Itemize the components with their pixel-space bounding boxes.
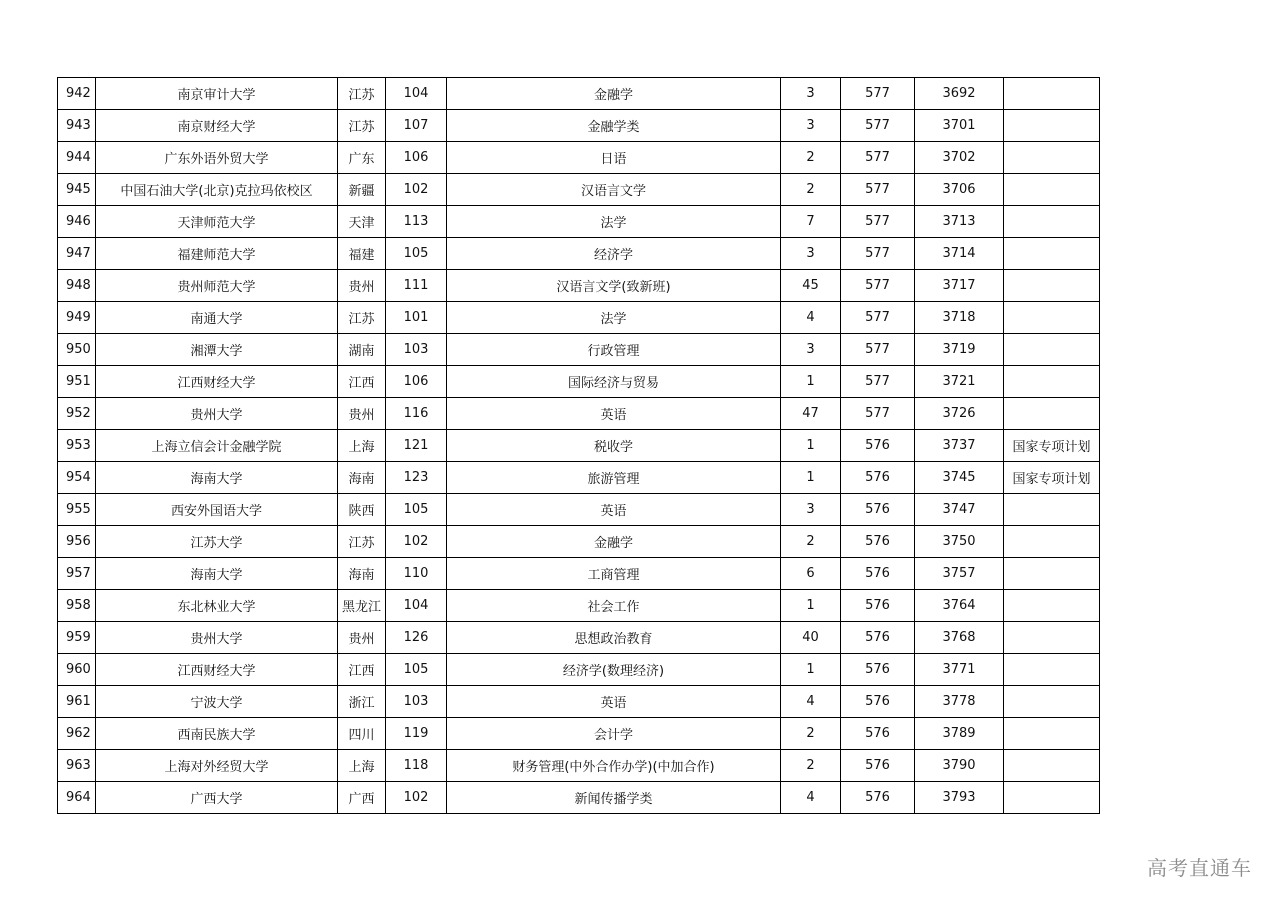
province-cell: 江苏 [338, 78, 386, 110]
table-row [58, 238, 1100, 270]
rank-cell: 3793 [915, 782, 1004, 814]
province-cell: 贵州 [338, 270, 386, 302]
row-index-cell: 946 [58, 206, 96, 238]
rank-cell: 3768 [915, 622, 1004, 654]
note-cell [1004, 174, 1100, 206]
major-cell: 国际经济与贸易 [447, 366, 781, 398]
table-row [58, 558, 1100, 590]
note-cell [1004, 302, 1100, 334]
school-cell: 南京财经大学 [96, 110, 338, 142]
table-row [58, 782, 1100, 814]
score-cell: 576 [841, 718, 915, 750]
province-cell: 浙江 [338, 686, 386, 718]
rank-cell: 3764 [915, 590, 1004, 622]
plan-count-cell: 2 [781, 718, 841, 750]
table-row [58, 270, 1100, 302]
row-index-cell: 954 [58, 462, 96, 494]
major-cell: 新闻传播学类 [447, 782, 781, 814]
province-cell: 贵州 [338, 622, 386, 654]
table-row [58, 110, 1100, 142]
school-cell: 天津师范大学 [96, 206, 338, 238]
note-cell [1004, 206, 1100, 238]
school-cell: 宁波大学 [96, 686, 338, 718]
row-index-cell: 957 [58, 558, 96, 590]
plan-count-cell: 2 [781, 174, 841, 206]
score-cell: 577 [841, 366, 915, 398]
table-row [58, 334, 1100, 366]
school-cell: 福建师范大学 [96, 238, 338, 270]
major-cell: 英语 [447, 686, 781, 718]
school-cell: 江苏大学 [96, 526, 338, 558]
score-cell: 576 [841, 430, 915, 462]
table-row [58, 654, 1100, 686]
plan-count-cell: 3 [781, 110, 841, 142]
province-cell: 广东 [338, 142, 386, 174]
note-cell [1004, 558, 1100, 590]
code-cell: 105 [386, 654, 447, 686]
rank-cell: 3757 [915, 558, 1004, 590]
table-row [58, 430, 1100, 462]
code-cell: 104 [386, 590, 447, 622]
school-cell: 南通大学 [96, 302, 338, 334]
major-cell: 思想政治教育 [447, 622, 781, 654]
code-cell: 103 [386, 334, 447, 366]
score-cell: 576 [841, 526, 915, 558]
rank-cell: 3706 [915, 174, 1004, 206]
rank-cell: 3790 [915, 750, 1004, 782]
score-cell: 577 [841, 334, 915, 366]
note-cell [1004, 238, 1100, 270]
note-cell [1004, 398, 1100, 430]
rank-cell: 3737 [915, 430, 1004, 462]
school-cell: 海南大学 [96, 558, 338, 590]
rank-cell: 3717 [915, 270, 1004, 302]
rank-cell: 3726 [915, 398, 1004, 430]
note-cell [1004, 78, 1100, 110]
score-cell: 576 [841, 654, 915, 686]
plan-count-cell: 4 [781, 302, 841, 334]
major-cell: 税收学 [447, 430, 781, 462]
row-index-cell: 950 [58, 334, 96, 366]
row-index-cell: 947 [58, 238, 96, 270]
school-cell: 上海对外经贸大学 [96, 750, 338, 782]
table-row [58, 302, 1100, 334]
school-cell: 海南大学 [96, 462, 338, 494]
row-index-cell: 961 [58, 686, 96, 718]
table-row [58, 590, 1100, 622]
code-cell: 110 [386, 558, 447, 590]
major-cell: 经济学(数理经济) [447, 654, 781, 686]
note-cell [1004, 590, 1100, 622]
table-row [58, 174, 1100, 206]
province-cell: 福建 [338, 238, 386, 270]
major-cell: 英语 [447, 494, 781, 526]
table-row [58, 686, 1100, 718]
table-row [58, 78, 1100, 110]
plan-count-cell: 3 [781, 238, 841, 270]
note-cell [1004, 654, 1100, 686]
row-index-cell: 960 [58, 654, 96, 686]
code-cell: 105 [386, 238, 447, 270]
score-cell: 576 [841, 494, 915, 526]
score-cell: 577 [841, 78, 915, 110]
province-cell: 新疆 [338, 174, 386, 206]
plan-count-cell: 1 [781, 590, 841, 622]
plan-count-cell: 40 [781, 622, 841, 654]
score-cell: 576 [841, 782, 915, 814]
school-cell: 西南民族大学 [96, 718, 338, 750]
plan-count-cell: 4 [781, 686, 841, 718]
major-cell: 金融学 [447, 526, 781, 558]
rank-cell: 3745 [915, 462, 1004, 494]
plan-count-cell: 3 [781, 494, 841, 526]
code-cell: 119 [386, 718, 447, 750]
score-cell: 577 [841, 110, 915, 142]
code-cell: 107 [386, 110, 447, 142]
school-cell: 贵州师范大学 [96, 270, 338, 302]
school-cell: 中国石油大学(北京)克拉玛依校区 [96, 174, 338, 206]
table-row [58, 142, 1100, 174]
table-row [58, 206, 1100, 238]
score-cell: 576 [841, 686, 915, 718]
province-cell: 贵州 [338, 398, 386, 430]
row-index-cell: 963 [58, 750, 96, 782]
plan-count-cell: 47 [781, 398, 841, 430]
major-cell: 法学 [447, 302, 781, 334]
note-cell [1004, 110, 1100, 142]
score-cell: 576 [841, 462, 915, 494]
watermark-logo-text: 高考直通车 [1147, 856, 1252, 880]
table-row [58, 526, 1100, 558]
note-cell [1004, 622, 1100, 654]
table-row [58, 398, 1100, 430]
code-cell: 118 [386, 750, 447, 782]
row-index-cell: 942 [58, 78, 96, 110]
score-cell: 577 [841, 398, 915, 430]
code-cell: 103 [386, 686, 447, 718]
code-cell: 116 [386, 398, 447, 430]
rank-cell: 3713 [915, 206, 1004, 238]
score-cell: 576 [841, 750, 915, 782]
plan-count-cell: 7 [781, 206, 841, 238]
code-cell: 123 [386, 462, 447, 494]
row-index-cell: 951 [58, 366, 96, 398]
table-row [58, 750, 1100, 782]
note-cell: 国家专项计划 [1004, 462, 1100, 494]
rank-cell: 3718 [915, 302, 1004, 334]
rank-cell: 3692 [915, 78, 1004, 110]
province-cell: 上海 [338, 750, 386, 782]
score-cell: 576 [841, 590, 915, 622]
plan-count-cell: 4 [781, 782, 841, 814]
major-cell: 金融学 [447, 78, 781, 110]
code-cell: 126 [386, 622, 447, 654]
note-cell [1004, 270, 1100, 302]
major-cell: 行政管理 [447, 334, 781, 366]
row-index-cell: 944 [58, 142, 96, 174]
province-cell: 江苏 [338, 526, 386, 558]
major-cell: 会计学 [447, 718, 781, 750]
table-row [58, 622, 1100, 654]
province-cell: 湖南 [338, 334, 386, 366]
code-cell: 121 [386, 430, 447, 462]
rank-cell: 3750 [915, 526, 1004, 558]
score-cell: 577 [841, 174, 915, 206]
rank-cell: 3771 [915, 654, 1004, 686]
row-index-cell: 959 [58, 622, 96, 654]
major-cell: 旅游管理 [447, 462, 781, 494]
row-index-cell: 952 [58, 398, 96, 430]
rank-cell: 3721 [915, 366, 1004, 398]
note-cell [1004, 526, 1100, 558]
province-cell: 四川 [338, 718, 386, 750]
score-cell: 577 [841, 302, 915, 334]
major-cell: 日语 [447, 142, 781, 174]
province-cell: 黑龙江 [338, 590, 386, 622]
school-cell: 贵州大学 [96, 398, 338, 430]
score-cell: 576 [841, 558, 915, 590]
province-cell: 江苏 [338, 302, 386, 334]
note-cell [1004, 494, 1100, 526]
score-cell: 577 [841, 270, 915, 302]
note-cell: 国家专项计划 [1004, 430, 1100, 462]
row-index-cell: 948 [58, 270, 96, 302]
score-cell: 577 [841, 238, 915, 270]
rank-cell: 3719 [915, 334, 1004, 366]
rank-cell: 3701 [915, 110, 1004, 142]
row-index-cell: 955 [58, 494, 96, 526]
note-cell [1004, 142, 1100, 174]
school-cell: 广东外语外贸大学 [96, 142, 338, 174]
major-cell: 财务管理(中外合作办学)(中加合作) [447, 750, 781, 782]
code-cell: 105 [386, 494, 447, 526]
plan-count-cell: 1 [781, 430, 841, 462]
code-cell: 101 [386, 302, 447, 334]
school-cell: 广西大学 [96, 782, 338, 814]
code-cell: 102 [386, 782, 447, 814]
plan-count-cell: 2 [781, 526, 841, 558]
note-cell [1004, 366, 1100, 398]
table-body [58, 78, 1100, 814]
major-cell: 工商管理 [447, 558, 781, 590]
major-cell: 汉语言文学(致新班) [447, 270, 781, 302]
rank-cell: 3789 [915, 718, 1004, 750]
school-cell: 南京审计大学 [96, 78, 338, 110]
code-cell: 102 [386, 526, 447, 558]
note-cell [1004, 782, 1100, 814]
province-cell: 江西 [338, 366, 386, 398]
rank-cell: 3702 [915, 142, 1004, 174]
row-index-cell: 958 [58, 590, 96, 622]
school-cell: 贵州大学 [96, 622, 338, 654]
note-cell [1004, 750, 1100, 782]
plan-count-cell: 3 [781, 78, 841, 110]
major-cell: 法学 [447, 206, 781, 238]
table-row [58, 462, 1100, 494]
province-cell: 陕西 [338, 494, 386, 526]
school-cell: 湘潭大学 [96, 334, 338, 366]
province-cell: 海南 [338, 462, 386, 494]
score-cell: 577 [841, 142, 915, 174]
rank-cell: 3714 [915, 238, 1004, 270]
school-cell: 江西财经大学 [96, 366, 338, 398]
school-cell: 西安外国语大学 [96, 494, 338, 526]
note-cell [1004, 718, 1100, 750]
major-cell: 经济学 [447, 238, 781, 270]
plan-count-cell: 3 [781, 334, 841, 366]
score-cell: 576 [841, 622, 915, 654]
school-cell: 东北林业大学 [96, 590, 338, 622]
note-cell [1004, 686, 1100, 718]
table-row [58, 494, 1100, 526]
major-cell: 英语 [447, 398, 781, 430]
plan-count-cell: 2 [781, 750, 841, 782]
code-cell: 111 [386, 270, 447, 302]
plan-count-cell: 1 [781, 462, 841, 494]
plan-count-cell: 1 [781, 654, 841, 686]
province-cell: 江西 [338, 654, 386, 686]
plan-count-cell: 1 [781, 366, 841, 398]
note-cell [1004, 334, 1100, 366]
row-index-cell: 956 [58, 526, 96, 558]
province-cell: 上海 [338, 430, 386, 462]
major-cell: 社会工作 [447, 590, 781, 622]
table-row [58, 718, 1100, 750]
plan-count-cell: 2 [781, 142, 841, 174]
row-index-cell: 943 [58, 110, 96, 142]
row-index-cell: 953 [58, 430, 96, 462]
row-index-cell: 945 [58, 174, 96, 206]
score-cell: 577 [841, 206, 915, 238]
admission-table [57, 77, 1100, 814]
row-index-cell: 962 [58, 718, 96, 750]
code-cell: 104 [386, 78, 447, 110]
row-index-cell: 964 [58, 782, 96, 814]
code-cell: 113 [386, 206, 447, 238]
major-cell: 金融学类 [447, 110, 781, 142]
rank-cell: 3747 [915, 494, 1004, 526]
code-cell: 106 [386, 366, 447, 398]
code-cell: 106 [386, 142, 447, 174]
province-cell: 广西 [338, 782, 386, 814]
province-cell: 江苏 [338, 110, 386, 142]
school-cell: 上海立信会计金融学院 [96, 430, 338, 462]
major-cell: 汉语言文学 [447, 174, 781, 206]
plan-count-cell: 45 [781, 270, 841, 302]
rank-cell: 3778 [915, 686, 1004, 718]
plan-count-cell: 6 [781, 558, 841, 590]
table-row [58, 366, 1100, 398]
row-index-cell: 949 [58, 302, 96, 334]
code-cell: 102 [386, 174, 447, 206]
school-cell: 江西财经大学 [96, 654, 338, 686]
province-cell: 海南 [338, 558, 386, 590]
province-cell: 天津 [338, 206, 386, 238]
